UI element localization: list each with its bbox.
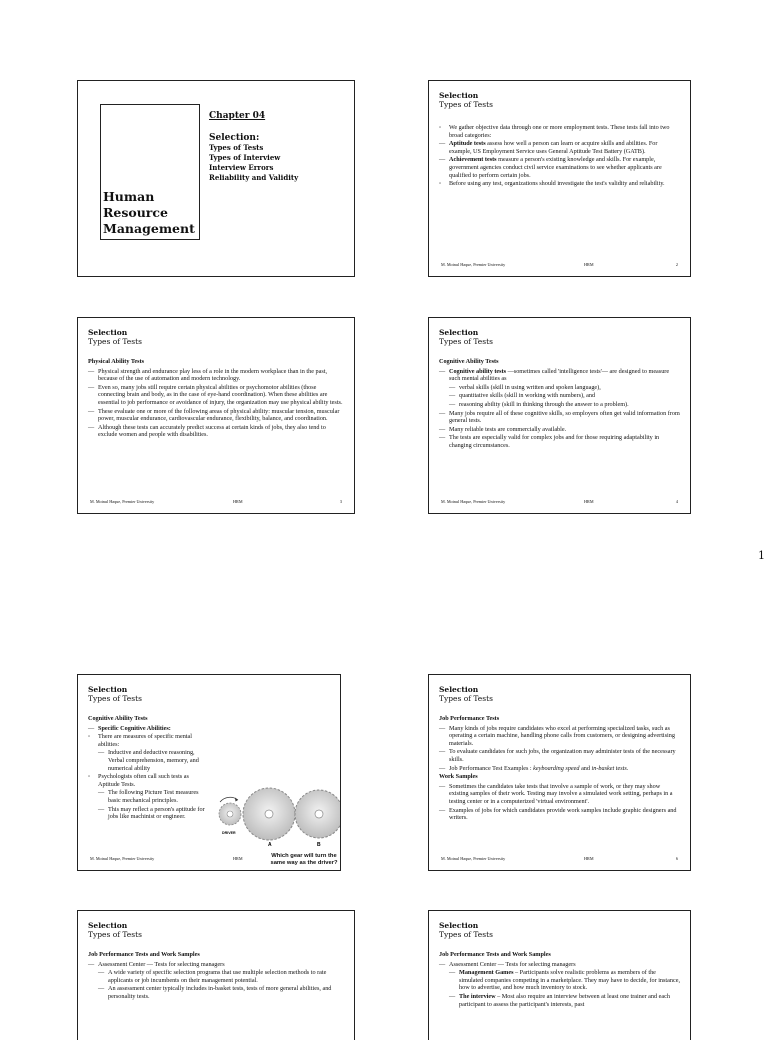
bullet-text: Job Performance Test Examples : <box>449 764 534 772</box>
slide-title <box>77 80 355 277</box>
gear-question: Which gear will turn the same way as the driver? <box>270 853 338 866</box>
slide-6 <box>428 674 691 871</box>
section-title: Selection <box>88 685 128 694</box>
bullet-marker: — <box>439 782 446 790</box>
bullet-item <box>439 180 680 188</box>
driver-gear <box>219 797 241 825</box>
slide-body <box>439 715 680 823</box>
bullet-item <box>88 733 210 748</box>
bullet-item <box>439 993 680 1008</box>
footer-author: M. Moinul Haque, Premier University <box>90 856 155 861</box>
bullet-text: quantitative skills (skill in working with numbers), and <box>459 392 596 400</box>
slide-title-block <box>439 685 493 703</box>
hrm-line-2: Resource <box>103 205 168 220</box>
bullet-item <box>88 773 210 788</box>
slide-footer <box>441 499 678 505</box>
bullet-text: . <box>626 764 629 772</box>
bullet-text: Assessment Center — Tests for selecting managers <box>449 960 576 968</box>
bullet-marker: ◦ <box>439 124 442 131</box>
hrm-title-box <box>100 104 200 240</box>
section-subtitle: Types of Tests <box>88 930 142 939</box>
slide-footer <box>90 856 243 862</box>
bullet-item <box>88 384 344 407</box>
bullet-marker: — <box>88 407 95 415</box>
slide-title-block <box>88 685 142 703</box>
gear-a-label: A <box>268 842 272 848</box>
bullet-text: Assessment Center — Tests for selecting managers <box>98 960 225 968</box>
slide-title-block <box>439 921 493 939</box>
bullet-text: Before using any test, organizations should investigate the test's validity and reliability. <box>449 180 665 188</box>
bullet-marker: — <box>439 425 446 433</box>
bullet-item <box>88 749 210 772</box>
bullet-item <box>88 961 344 969</box>
bullet-item <box>439 426 680 434</box>
bullet-text: Many kinds of jobs require candidates who excel at performing specialized tasks, such as operating a certain machine, handling phone calls from customers, or designing advertising materials. <box>449 724 675 747</box>
chapter-label: Chapter 04 <box>209 111 266 121</box>
bullet-text: A wide variety of specific selection programs that use multiple selection methods to rate applicants or job incumbents on their management potential. <box>108 969 327 984</box>
bullet-item <box>88 368 344 383</box>
bullet-marker: — <box>439 724 446 732</box>
section-title: Selection <box>439 328 479 337</box>
slide-heading: Job Performance Tests <box>439 715 500 722</box>
slide-footer <box>441 856 678 862</box>
bullet-item <box>88 969 344 984</box>
topic-item: Interview Errors <box>209 163 274 172</box>
section-subtitle: Types of Tests <box>439 100 493 109</box>
topic-item: Types of Interview <box>209 153 281 162</box>
chapter-info <box>209 111 298 183</box>
slide-7 <box>77 910 355 1040</box>
slide-number: 2 <box>675 262 678 267</box>
topic-item: Reliability and Validity <box>209 173 299 182</box>
bullet-item <box>439 807 680 822</box>
slide-heading: Cognitive Ability Tests <box>439 358 499 365</box>
slide-heading: Job Performance Tests and Work Samples <box>88 951 200 958</box>
bullet-item <box>439 725 680 748</box>
bullet-text: —sometimes called 'intelligence tests'— are designed to measure such mental abilities as <box>449 367 670 383</box>
section-subtitle: Types of Tests <box>439 694 493 703</box>
footer-author: M. Moinul Haque, Premier University <box>441 499 506 504</box>
footer-author: M. Moinul Haque, Premier University <box>441 262 506 267</box>
slide-2 <box>428 80 691 277</box>
bullet-text: Many reliable tests are commercially available. <box>449 425 567 433</box>
bullet-marker: — <box>98 969 105 977</box>
bullet-term: The interview <box>459 992 496 1000</box>
bullet-item <box>439 140 680 155</box>
bullet-marker: — <box>88 423 95 431</box>
footer-course: HRM <box>233 856 243 861</box>
slide-body <box>88 358 344 440</box>
bullet-marker: — <box>449 392 456 400</box>
bullet-text: and <box>579 764 592 772</box>
bullet-text: assess how well a person can learn or acquire skills and abilities. For example, US Employment Service uses General Aptitude Test Battery (GATB). <box>449 140 658 155</box>
bullet-item <box>88 806 210 821</box>
bullet-text: Although these tests can accurately predict success at certain kinds of jobs, they also tend to exclude women and people with disabilities. <box>98 423 326 439</box>
bullet-term: Specific Cognitive Abilities: <box>98 724 171 732</box>
bullet-text: There are measures of specific mental abilities: <box>98 733 192 748</box>
section-title: Selection <box>439 91 479 100</box>
bullet-marker: — <box>98 805 105 813</box>
bullet-item <box>88 985 344 1000</box>
bullet-text: This may reflect a person's aptitude for jobs like machinist or engineer. <box>108 805 205 821</box>
bullet-marker: — <box>88 960 95 968</box>
bullet-text: We gather objective data through one or more employment tests. These tests fall into two broad categories: <box>449 124 670 139</box>
slide-8 <box>428 910 691 1040</box>
slide-body <box>439 951 680 1009</box>
bullet-marker: — <box>439 748 446 756</box>
page-number: 1 <box>758 549 765 562</box>
bullet-text: The following Picture Test measures basic mechanical principles. <box>108 789 199 804</box>
bullet-text: An assessment center typically includes in-basket tests, tests of more general abilities, and personality tests. <box>108 985 332 1000</box>
bullet-item <box>88 725 210 733</box>
bullet-text: Even so, many jobs still require certain physical abilities or psychomotor abilities (those connecting brain and body, as in the case of eye-hand coordination). When these abilities are essential to job performance or avoidance of injury, the organization may use physical ability tests. <box>98 383 343 406</box>
footer-course: HRM <box>584 499 594 504</box>
bullet-term: Management Games <box>459 969 514 977</box>
bullet-marker: — <box>439 156 446 164</box>
slide-heading: Work Samples <box>439 773 478 781</box>
bullet-marker: — <box>88 367 95 375</box>
bullet-item <box>88 424 344 439</box>
bullet-term: Aptitude tests <box>449 140 486 148</box>
bullet-item <box>439 124 680 139</box>
footer-author: M. Moinul Haque, Premier University <box>441 856 506 861</box>
bullet-item <box>88 408 344 423</box>
bullet-item <box>439 384 680 392</box>
bullet-item <box>439 765 680 773</box>
gear-b <box>295 790 340 838</box>
bullet-term: Cognitive ability tests <box>449 367 507 375</box>
bullet-item <box>439 410 680 425</box>
section-title: Selection <box>439 921 479 930</box>
footer-course: HRM <box>233 499 243 504</box>
section-title: Selection <box>88 328 128 337</box>
footer-author: M. Moinul Haque, Premier University <box>90 499 155 504</box>
hrm-line-3: Management <box>103 221 195 236</box>
bullet-marker: ◦ <box>88 733 91 741</box>
bullet-text: These evaluate one or more of the following areas of physical ability: muscular tension, muscular power, muscular endurance, cardiovascular endurance, flexibility, balance, and coordination. <box>98 407 340 423</box>
section-subtitle: Types of Tests <box>439 337 493 346</box>
bullet-item <box>439 961 680 969</box>
slide-body <box>88 951 344 1002</box>
bullet-item <box>439 368 680 383</box>
bullet-item <box>439 434 680 449</box>
bullet-item <box>439 783 680 806</box>
bullet-text: reasoning ability (skill in thinking through the answer to a problem). <box>459 400 629 408</box>
slide-number: 4 <box>675 499 678 504</box>
slide-heading: Cognitive Ability Tests <box>88 715 148 722</box>
section-subtitle: Types of Tests <box>88 694 142 703</box>
bullet-marker: — <box>439 367 446 375</box>
bullet-item <box>439 748 680 763</box>
bullet-marker: — <box>449 383 456 391</box>
slide-heading: Job Performance Tests and Work Samples <box>439 951 551 958</box>
bullet-marker: — <box>439 409 446 417</box>
bullet-term: Achievement tests <box>449 156 497 164</box>
slide-body <box>88 715 210 822</box>
bullet-marker: — <box>439 434 446 442</box>
slide-footer <box>441 262 678 268</box>
bullet-emphasis: in-basket tests <box>591 764 627 772</box>
bullet-marker: — <box>449 992 456 1000</box>
bullet-marker: — <box>449 969 456 977</box>
bullet-marker: — <box>439 140 446 148</box>
footer-course: HRM <box>584 856 594 861</box>
slide-4 <box>428 317 691 514</box>
slide-body <box>439 358 680 451</box>
bullet-marker: — <box>98 789 105 797</box>
bullet-text: verbal skills (skill in using written and spoken language), <box>459 383 601 391</box>
hrm-line-1: Human <box>103 189 155 204</box>
bullet-text: Sometimes the candidates take tests that involve a sample of work, or they may show existing samples of their work. Testing may involve a simulated work setting, perhaps in a testing center or in a computerized 'virtual environment'. <box>449 782 673 805</box>
bullet-text: Physical strength and endurance play less of a role in the modern workplace than in the past, because of the use of automation and modern technology. <box>98 367 328 383</box>
bullet-item <box>439 969 680 992</box>
bullet-marker: — <box>439 960 446 968</box>
bullet-marker: — <box>439 806 446 814</box>
slide-5 <box>77 674 341 871</box>
gear-diagram <box>216 778 340 858</box>
footer-course: HRM <box>584 262 594 267</box>
bullet-text: Many jobs require all of these cognitive skills, so employers often get valid information from general tests. <box>449 409 680 425</box>
slide-title-block <box>88 328 142 346</box>
bullet-text: The tests are especially valid for complex jobs and for those requiring adaptability in changing circumstances. <box>449 434 660 449</box>
gear-svg <box>216 778 340 858</box>
bullet-marker: — <box>98 985 105 993</box>
driver-label: DRIVER <box>222 831 236 835</box>
slide-number: 6 <box>675 856 678 861</box>
bullet-text: measure a person's existing knowledge and skills. For example, government agencies conduct civil service examinations to see whether applicants are qualified to perform certain jobs. <box>449 156 662 179</box>
bullet-item <box>439 401 680 409</box>
slide-heading: Physical Ability Tests <box>88 358 145 365</box>
topic-item: Types of Tests <box>209 143 264 152</box>
bullet-marker: — <box>439 764 446 772</box>
bullet-emphasis: keyboarding speed <box>533 764 580 772</box>
bullet-text: Examples of jobs for which candidates provide work samples include graphic designers and writers. <box>449 806 677 822</box>
slide-number: 3 <box>339 499 342 504</box>
bullet-marker: — <box>98 749 105 757</box>
bullet-item <box>439 156 680 179</box>
slide-title-block <box>439 91 493 109</box>
bullet-marker: — <box>449 400 456 408</box>
slide-title-block <box>88 921 142 939</box>
bullet-marker: — <box>88 383 95 391</box>
bullet-item <box>88 789 210 804</box>
slide-title-block <box>439 328 493 346</box>
gear-b-label: B <box>317 842 321 848</box>
section-subtitle: Types of Tests <box>439 930 493 939</box>
slide-footer <box>90 499 342 505</box>
slide-3 <box>77 317 355 514</box>
bullet-text: To evaluate candidates for such jobs, the organization may administer tests of the necessary skills. <box>449 748 676 763</box>
bullet-text: Psychologists often call such tests as Aptitude Tests. <box>98 773 189 788</box>
bullet-text: Inductive and deductive reasoning, Verbal comprehension, memory, and numerical ability <box>108 749 199 772</box>
bullet-marker: — <box>88 724 95 732</box>
bullet-marker: ◦ <box>88 773 91 781</box>
bullet-item <box>439 392 680 400</box>
hrm-title <box>103 189 195 237</box>
slide-body <box>439 124 680 189</box>
bullet-text: – Participants solve realistic problems as members of the simulated companies competing in a marketplace. They may have to decide, for instance, how to advertise, and how much inventory to stock. <box>459 969 681 992</box>
section-subtitle: Types of Tests <box>88 337 142 346</box>
selection-label: Selection: <box>209 133 260 143</box>
section-title: Selection <box>88 921 128 930</box>
gear-a <box>243 788 295 840</box>
bullet-text: – Most also require an interview between at least one trainer and each participant to assess the participant's interests, past <box>459 992 670 1008</box>
bullet-marker: ◦ <box>439 180 442 188</box>
section-title: Selection <box>439 685 479 694</box>
